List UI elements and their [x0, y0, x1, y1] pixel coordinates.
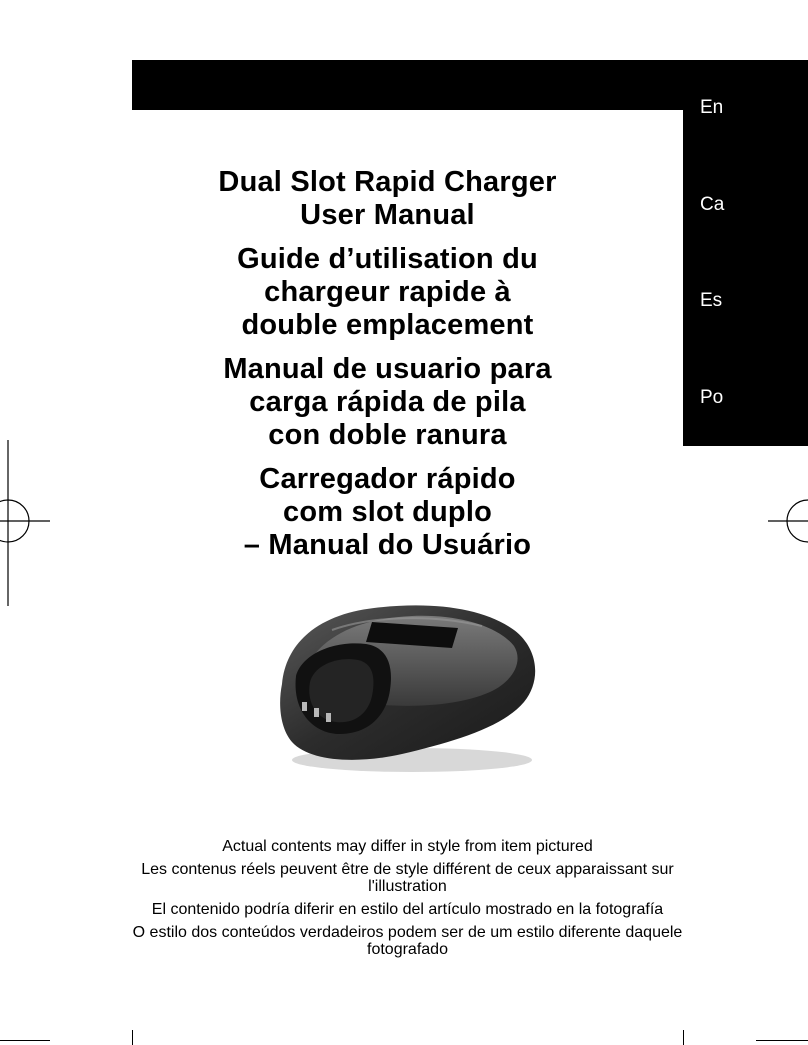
crosshair-circle-icon [768, 495, 808, 547]
crop-mark [0, 1040, 50, 1041]
caption-english: Actual contents may differ in style from item pictured [222, 838, 593, 855]
caption-spanish: El contenido podría diferir en estilo del artículo mostrado en la fotografía [151, 901, 664, 918]
title-line: Carregador rápido [259, 463, 516, 495]
crop-mark [756, 1040, 808, 1041]
crosshair-circle-icon [0, 440, 50, 606]
language-tab-en[interactable]: En [700, 97, 724, 118]
title-line: chargeur rapide à [264, 276, 511, 308]
title-line: Dual Slot Rapid Charger [218, 166, 557, 198]
language-tab-es[interactable]: Es [700, 290, 723, 311]
title-portuguese [160, 463, 615, 562]
crop-mark [683, 1030, 684, 1045]
title-line: – Manual do Usuário [243, 529, 532, 561]
title-french [160, 243, 615, 342]
caption-french: Les contenus réels peuvent être de style différent de ceux apparaissant sur l'illustration [141, 861, 674, 895]
title-spanish [160, 353, 615, 452]
caption-portuguese: O estilo dos conteúdos verdadeiros podem ser de um estilo diferente daquele fotografado [132, 924, 683, 958]
title-english [160, 166, 615, 232]
title-line: carga rápida de pila [249, 386, 526, 418]
disclaimer-captions [120, 838, 695, 964]
title-line: User Manual [300, 199, 475, 231]
manual-title-block [160, 166, 615, 573]
crop-mark [132, 1030, 133, 1045]
language-tab-ca[interactable]: Ca [700, 194, 725, 215]
language-tab-po[interactable]: Po [700, 387, 724, 408]
title-line: Guide d’utilisation du [237, 243, 538, 275]
title-line: double emplacement [241, 309, 534, 341]
title-line: com slot duplo [282, 496, 492, 528]
title-line: Manual de usuario para [223, 353, 552, 385]
title-line: con doble ranura [268, 419, 507, 451]
charger-product-image [262, 592, 544, 774]
